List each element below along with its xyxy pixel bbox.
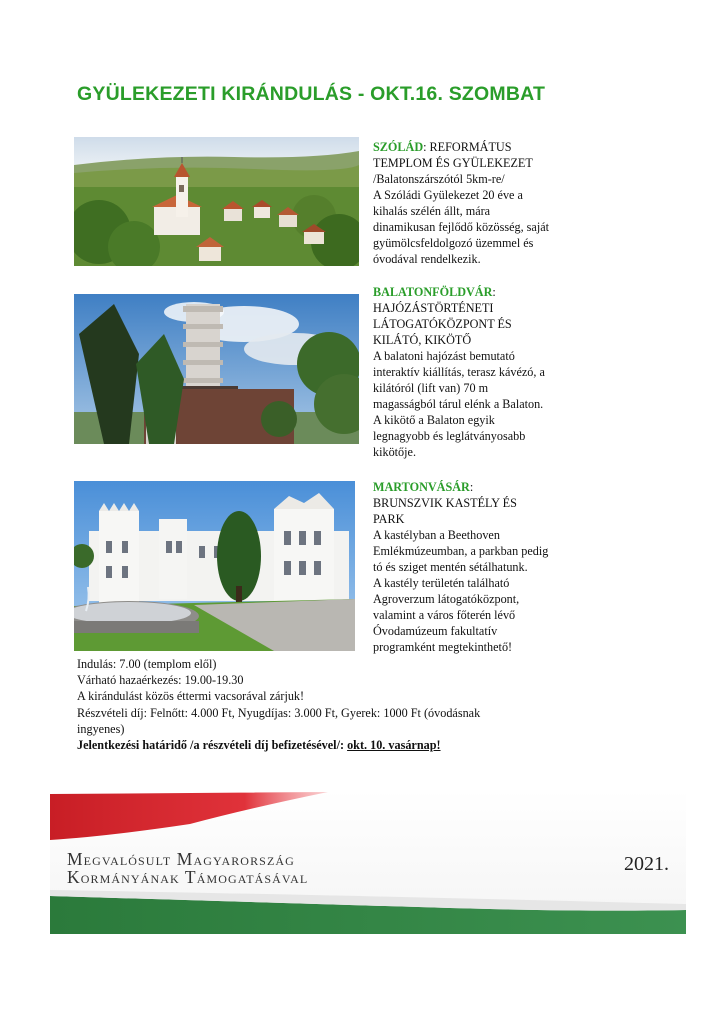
registration-deadline: Jelentkezési határidő /a részvételi díj befizetésével/: okt. 10. vasárnap! (77, 738, 441, 753)
dinner-info: A kirándulást közös éttermi vacsorával zárjuk! (77, 689, 305, 704)
page-title: GYÜLEKEZETI KIRÁNDULÁS - OKT.16. SZOMBAT (77, 83, 546, 105)
trip-info (77, 656, 497, 753)
sponsor-banner (50, 790, 686, 934)
szolad-place-name: SZÓLÁD (373, 140, 424, 154)
martonvasar-place-name: MARTONVÁSÁR (373, 480, 470, 494)
fee-info: Részvételi díj: Felnőtt: 4.000 Ft, Nyugdíjas: 3.000 Ft, Gyerek: 1000 Ft (óvodásnak (77, 705, 481, 720)
balatonfoldvar-place-name: BALATONFÖLDVÁR (373, 285, 493, 299)
szolad-description: SZÓLÁD: REFORMÁTUS TEMPLOM ÉS GYÜLEKEZET /Balatonszárszótól 5km-re/ A Szóládi Gyülekezet 20 éve a kihalás szélén állt, mára dinamikusan fejlődő közösség, saját gyümölcsfeldolgozó üzemmel és óvodával rendelkezik. (373, 140, 550, 266)
deadline-date: okt. 10. vasárnap! (347, 738, 441, 753)
balatonfoldvar-tower-photo (74, 294, 359, 444)
year-label: 2021. (624, 853, 669, 875)
balatonfoldvar-description: BALATONFÖLDVÁR: HAJÓZÁSTÖRTÉNETI LÁTOGATÓKÖZPONT ÉS KILÁTÓ, KIKÖTŐ A balatoni hajózást bemutató interaktív kiállítás, terasz kávézó, a kilátóról (lift van) 70 m magasságból tárul elénk a Balaton. A kikötő a Balaton egyik legnagyobb és leglátványosabb kikötője. (373, 285, 545, 459)
sponsor-text: Megvalósult Magyarország Kormányának Támogatásával (67, 849, 309, 887)
martonvasar-description: MARTONVÁSÁR: BRUNSZVIK KASTÉLY ÉS PARK A kastélyban a Beethoven Emlékmúzeumban, a parkban pedig tó és sziget mentén sétálhatunk. A kastély területén található Agroverzum látogatóközpont, valamint a város főterén lévő Óvodamúzeum fakultatív programként megtekinthető! (373, 480, 549, 654)
fee-info-continued: ingyenes) (77, 721, 125, 736)
brunszvik-castle-photo (74, 481, 355, 651)
departure-info: Indulás: 7.00 (templom elől) (77, 657, 217, 671)
szolad-church-photo (74, 137, 359, 266)
return-info: Várható hazaérkezés: 19.00-19.30 (77, 673, 244, 688)
